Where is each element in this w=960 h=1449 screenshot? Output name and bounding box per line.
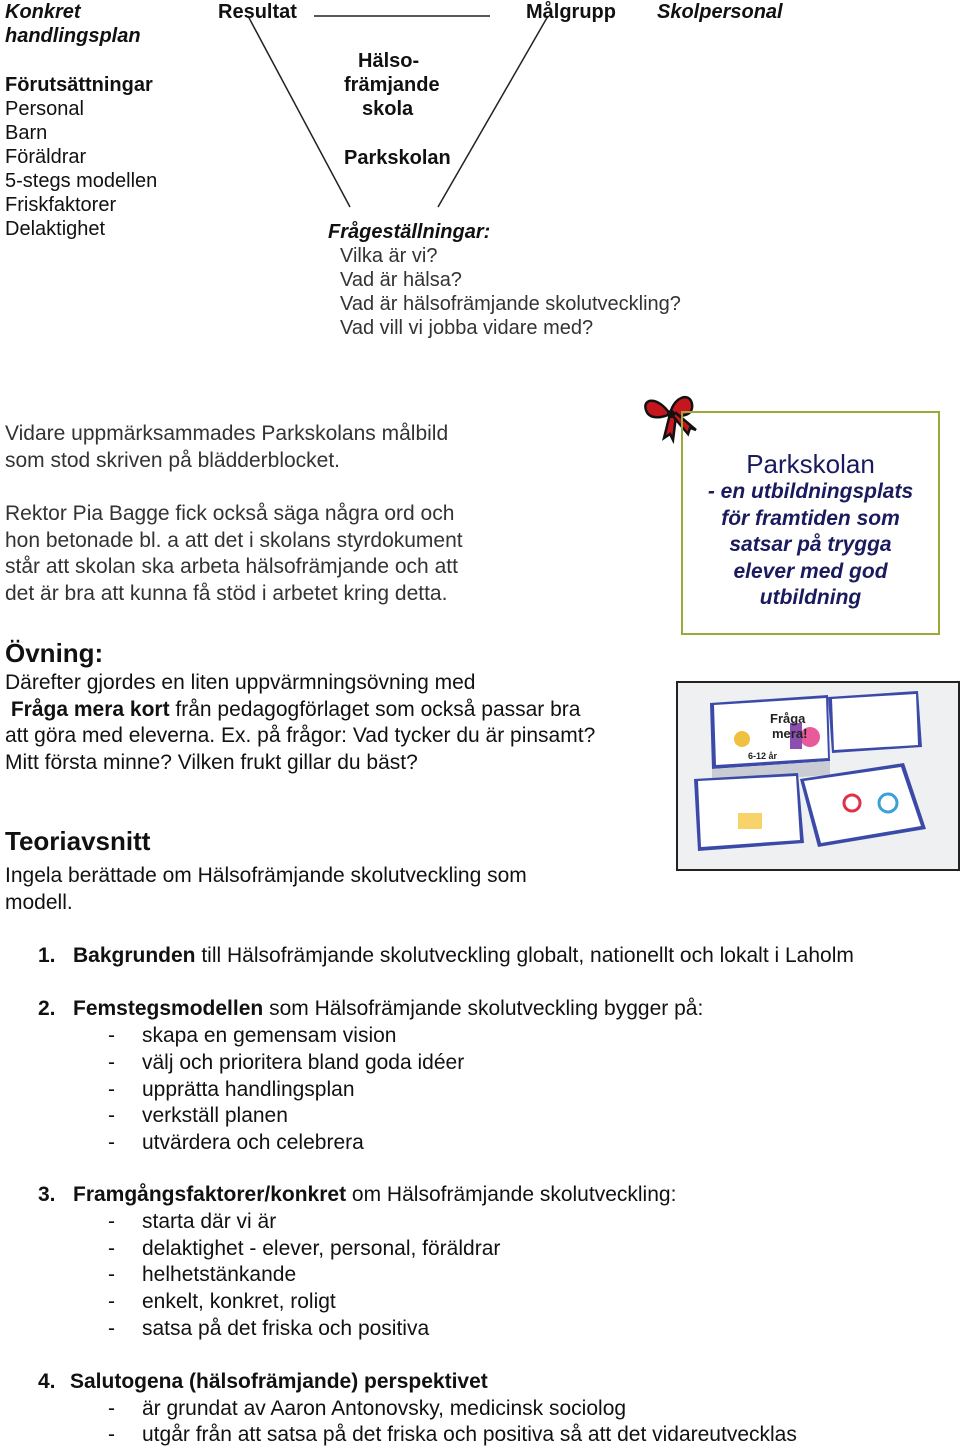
konkret-label-line2: handlingsplan — [5, 25, 141, 47]
question-item: Vilka är vi? — [340, 245, 438, 267]
sub-item-text: utvärdera och celebrera — [142, 1131, 364, 1154]
dash: - — [108, 1263, 115, 1286]
sub-item-text: skapa en gemensam vision — [142, 1024, 397, 1047]
paragraph-line: Därefter gjordes en liten uppvärmningsövning med — [5, 671, 476, 694]
questions-heading: Frågeställningar: — [328, 221, 491, 243]
sub-item-text: delaktighet - elever, personal, föräldrar — [142, 1237, 501, 1260]
sub-item-text: är grundat av Aaron Antonovsky, medicinsk sociolog — [142, 1397, 627, 1420]
cards-illustration — [678, 683, 958, 869]
list-item: Föräldrar — [5, 146, 87, 168]
paragraph-line: Vidare uppmärksammades Parkskolans målbild — [5, 422, 449, 445]
triangle-center-line1: Hälso- — [358, 50, 420, 72]
paragraph-line: Mitt första minne? Vilken frukt gillar du bäst? — [5, 750, 418, 774]
item-rest: om Hälsofrämjande skolutveckling: — [346, 1183, 677, 1206]
sub-item-text: satsa på det friska och positiva — [142, 1317, 430, 1340]
question-item: Vad är hälsa? — [340, 269, 462, 291]
paragraph-line: hon betonade bl. a att det i skolans styrdokument — [5, 528, 463, 552]
dash: - — [108, 1131, 115, 1154]
sub-item-text: välj och prioritera bland goda idéer — [142, 1051, 465, 1074]
dash: - — [108, 1104, 115, 1127]
vision-title: Parkskolan — [746, 449, 875, 479]
forutsattningar-list — [5, 73, 157, 241]
list-item: Friskfaktorer — [5, 194, 117, 216]
malgrupp-label: Målgrupp — [526, 1, 616, 23]
paragraph-malbild — [5, 421, 448, 474]
vision-line: för framtiden som — [721, 506, 900, 530]
questions-list — [340, 244, 681, 340]
paragraph-line: modell. — [5, 890, 73, 914]
item-number: 1. — [38, 944, 56, 967]
dash: - — [108, 1290, 115, 1313]
list-item: Barn — [5, 122, 48, 144]
triangle-center-line3: skola — [362, 98, 414, 120]
vision-line: utbildning — [759, 586, 862, 609]
vision-line: - en utbildningsplats — [707, 480, 914, 503]
sub-item-text: helhetstänkande — [142, 1263, 297, 1286]
item-number: 2. — [38, 997, 56, 1020]
vision-box — [681, 411, 940, 635]
sub-item-text: starta där vi är — [142, 1210, 277, 1233]
list-item: 5-stegs modellen — [5, 170, 158, 192]
card-age: 6-12 år — [748, 751, 778, 761]
paragraph-line: står att skolan ska arbeta hälsofrämjande och att — [5, 555, 458, 578]
teori-paragraph — [5, 863, 527, 916]
vision-line: satsar på trygga — [729, 533, 892, 556]
product-name: Fråga mera kort — [10, 697, 170, 721]
item-number: 4. — [38, 1370, 56, 1393]
forutsattningar-heading: Förutsättningar — [5, 74, 153, 96]
question-item: Vad är hälsofrämjande skolutveckling? — [340, 293, 681, 315]
paragraph-line: som stod skriven på blädderblocket. — [5, 448, 341, 472]
list-item: Delaktighet — [5, 218, 106, 240]
paragraph-line: det är bra att kunna få stöd i arbetet kring detta. — [5, 581, 448, 605]
sub-item-text: verkställ planen — [142, 1104, 288, 1127]
sub-item-text: utgår från att satsa på det friska och positiva så att det vidareutvecklas — [142, 1423, 797, 1446]
ovning-paragraph — [5, 670, 595, 776]
item-bold: Framgångsfaktorer/konkret — [73, 1183, 347, 1206]
dash: - — [108, 1397, 115, 1420]
cards-photo — [676, 681, 960, 871]
item-bold: Salutogena (hälsofrämjande) perspektivet — [70, 1370, 488, 1393]
skolpersonal-label: Skolpersonal — [657, 1, 783, 23]
item-bold: Bakgrunden — [73, 944, 196, 967]
vision-line: elever med god — [733, 559, 888, 583]
paragraph-line: Rektor Pia Bagge fick också säga några ord och — [5, 502, 455, 525]
teori-heading: Teoriavsnitt — [5, 826, 151, 856]
konkret-label-line1: Konkret — [5, 1, 81, 23]
sub-item-text: upprätta handlingsplan — [142, 1078, 355, 1101]
triangle-school: Parkskolan — [344, 147, 451, 169]
sub-item-text: enkelt, konkret, roligt — [142, 1290, 336, 1313]
paragraph-rektor — [5, 501, 463, 607]
paragraph-line-rest: från pedagogförlaget som också passar bra — [169, 697, 581, 721]
dash: - — [108, 1051, 115, 1074]
card-title-2: mera! — [772, 726, 808, 741]
paragraph-line — [5, 697, 595, 724]
item-number: 3. — [38, 1183, 56, 1206]
resultat-label: Resultat — [218, 1, 297, 23]
paragraph-line: att göra med eleverna. Ex. på frågor: Vad tycker du är pinsamt? — [5, 724, 596, 747]
question-item: Vad vill vi jobba vidare med? — [340, 317, 594, 339]
dash: - — [108, 1024, 115, 1047]
dash: - — [108, 1237, 115, 1260]
dash: - — [108, 1423, 115, 1446]
item-rest: till Hälsofrämjande skolutveckling globalt, nationellt och lokalt i Laholm — [195, 944, 854, 967]
item-bold: Femstegsmodellen — [73, 997, 264, 1020]
list-item: Personal — [5, 98, 84, 120]
ovning-heading: Övning: — [5, 638, 104, 668]
dash: - — [108, 1210, 115, 1233]
triangle-center-line2: främjande — [344, 74, 440, 96]
dash: - — [108, 1317, 115, 1340]
item-rest: som Hälsofrämjande skolutveckling bygger på: — [263, 997, 704, 1020]
dash: - — [108, 1078, 115, 1101]
paragraph-line: Ingela berättade om Hälsofrämjande skolutveckling som — [5, 864, 527, 887]
card-title-1: Fråga — [770, 711, 806, 726]
